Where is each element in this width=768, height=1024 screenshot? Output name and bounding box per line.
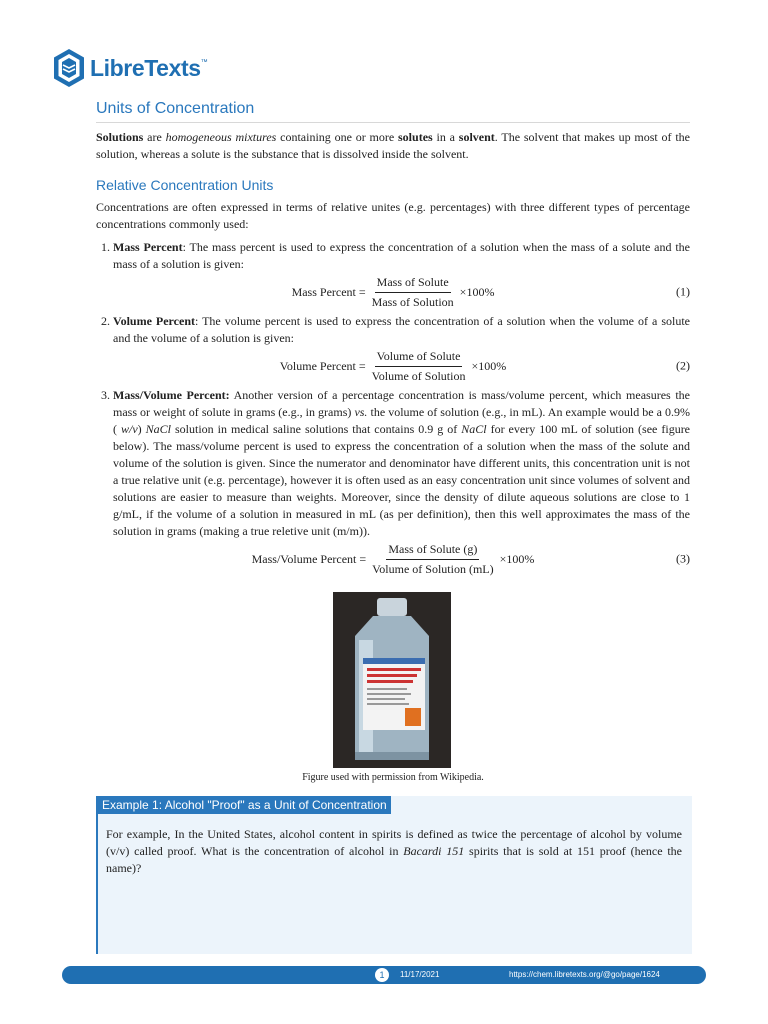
example-title: Example 1: Alcohol "Proof" as a Unit of Concentration [98, 796, 391, 814]
eq-lhs: Volume Percent = [279, 358, 366, 373]
eq-lhs: Mass Percent = [291, 284, 366, 299]
page-title: Units of Concentration [96, 100, 690, 123]
item-text: : The volume percent is used to express the concentration of a solution when the volume of a solute and the volume of a solution is given: [113, 314, 690, 345]
equation-number: (3) [676, 551, 690, 566]
math-nacl: NaCl [461, 422, 487, 436]
item-text: Another version of a percentage concentration is mass/volume percent, which measures the mass or weight of solute in grams (e.g., in grams) [113, 388, 690, 419]
section-heading: Relative Concentration Units [96, 177, 274, 193]
item-text: for every 100 mL of solution (see figure below). The mass/volume percent is used to express the concentration of a solution when the mass of the solute and volume of the solution is given. Since the numerator and denominator have different units, this concentration unit is not a true relative unit (e.g. percentage), however it is often used as an easy concentration unit since volumes of solvent and solutions are easier to measure than weights. Moreover, since the density of dilute aqueous solutions are close to 1 g/mL, if the volume of a solution in measured in mL (as per definition), then this well approximates the mass of the solution in grams (making a true reletive unit (m/m)). [113, 422, 691, 538]
eq-fraction [370, 348, 468, 385]
figure-caption: Figure used with permission from Wikipedia. [302, 772, 484, 783]
math-nacl: NaCl [145, 422, 172, 436]
eq-rhs: ×100% [459, 284, 495, 299]
percent-list [96, 239, 690, 576]
item-text: the volume of solution (e.g., in mL). An example would be a 0.9%( [113, 405, 690, 436]
trademark-symbol: ™ [200, 58, 208, 66]
item-text: ) [137, 422, 146, 436]
item-title: Volume Percent [113, 314, 195, 328]
example-italic: Bacardi 151 [403, 844, 465, 858]
eq-lhs: Mass/Volume Percent = [251, 551, 367, 566]
equation-number: (1) [676, 284, 690, 299]
intro-paragraph [96, 129, 690, 163]
eq-fraction [370, 541, 495, 578]
eq-numerator: Volume of Solute [375, 348, 463, 367]
example-text [106, 826, 682, 877]
saline-bottle-illustration [333, 592, 451, 768]
equation-2 [96, 349, 690, 383]
item-title: Mass Percent [113, 240, 183, 254]
eq-fraction [370, 274, 456, 311]
brand-name: LibreTexts [90, 54, 201, 81]
list-item-mass-percent [113, 239, 690, 309]
intro-term-homogeneous: homogeneous mixtures [165, 130, 277, 144]
eq-numerator: Mass of Solute [375, 274, 451, 293]
example-text-part: For example, In the United States, alcohol content in spirits is defined as twice the percentage of alcohol by volume (v/v) called proof. What is the concentration of alcohol in [106, 827, 682, 858]
intro-term-solvent: solvent [458, 130, 495, 144]
equation-1 [96, 275, 690, 309]
intro-text: containing one or more [276, 130, 399, 144]
page-footer [62, 966, 706, 984]
footer-url-link[interactable]: https://chem.libretexts.org/@go/page/1624 [509, 970, 660, 979]
item-title: Mass/Volume Percent: [113, 388, 230, 402]
libretexts-logo-icon [52, 48, 86, 88]
article [96, 100, 690, 580]
list-item-volume-percent [113, 313, 690, 383]
page-number: 1 [375, 968, 389, 982]
libretexts-logo[interactable] [52, 44, 208, 92]
example-text-part: spirits that is sold at 151 proof (hence the name)? [106, 844, 682, 875]
equation-3 [96, 542, 690, 576]
equation-number: (2) [676, 358, 690, 373]
intro-term-solutes: solutes [398, 130, 433, 144]
item-wv: w/v [121, 422, 138, 436]
eq-numerator: Mass of Solute (g) [386, 541, 479, 560]
item-vs: vs. [354, 405, 368, 419]
eq-rhs: ×100% [471, 358, 507, 373]
intro-text: . The solvent that makes up most of the solution, whereas a solute is the substance that is dissolved inside the solvent. [96, 130, 691, 161]
footer-date: 11/17/2021 [400, 970, 440, 979]
item-text: : The mass percent is used to express the concentration of a solution when the mass of a solute and the mass of a solution is given: [113, 240, 690, 271]
section-intro: Concentrations are often expressed in terms of relative unites (e.g. percentages) with three different types of percentage concentrations commonly used: [96, 200, 690, 231]
eq-rhs: ×100% [499, 551, 535, 566]
eq-denominator: Mass of Solution [371, 294, 454, 309]
intro-text: in a [432, 130, 459, 144]
list-item-mass-volume-percent [113, 387, 690, 576]
intro-term-solutions: Solutions [96, 130, 144, 144]
intro-text: are [143, 130, 166, 144]
item-text: solution in medical saline solutions that contains 0.9 g of [171, 422, 462, 436]
example-box [96, 796, 692, 954]
eq-denominator: Volume of Solution [371, 368, 466, 383]
saline-bottle-photo [333, 592, 451, 768]
eq-denominator: Volume of Solution (mL) [372, 561, 494, 576]
